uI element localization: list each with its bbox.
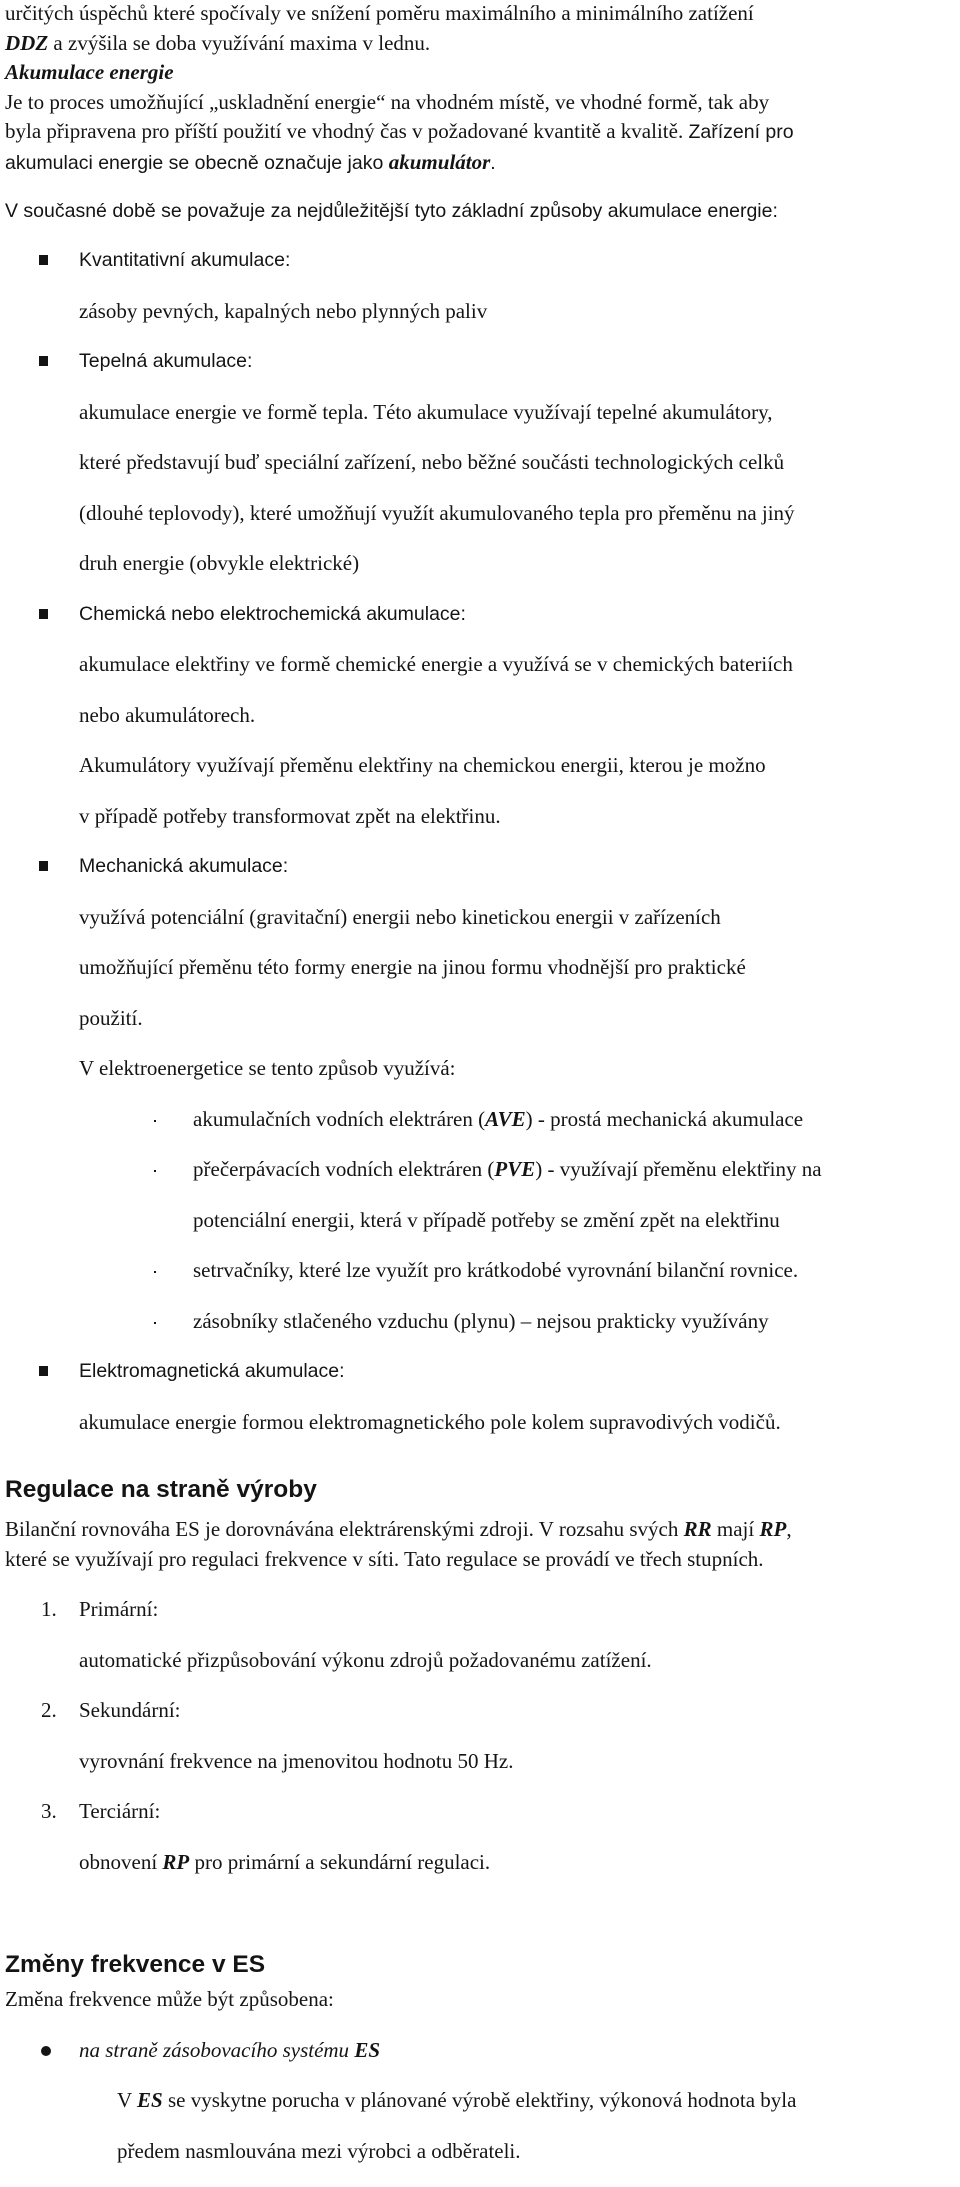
sub-item-zasobniky: zásobníky stlačeného vzduchu (plynu) – nejsou prakticky využívány (0, 1307, 960, 1337)
zmeny-text-2: předem nasmlouvána mezi výrobci a odběrateli. (117, 2138, 521, 2163)
akumulace-line-2: byla připravena pro příští použití ve vhodný čas v požadované kvantitě a kvalitě. Zařízení pro (5, 119, 794, 143)
tep-line-3: (dlouhé teplovody), které umožňují využít akumulovaného tepla pro přeměnu na jiný (79, 500, 795, 525)
regulace-line-1: Bilanční rovnováha ES je dorovnávána elektrárenskými zdroji. V rozsahu svých RR mají RP, (5, 1517, 792, 1541)
list-item-chemicka: Chemická nebo elektrochemická akumulace: (0, 600, 960, 630)
sub-item-ave: akumulačních vodních elektráren (AVE) - prostá mechanická akumulace (0, 1105, 960, 1135)
akumulace-heading: Akumulace energie (5, 60, 174, 84)
chem-line-2: nebo akumulátorech. (79, 702, 256, 727)
list-item-kvantitativni: Kvantitativní akumulace: (0, 246, 960, 276)
zmeny-text-1: V ES se vyskytne porucha v plánované výrobě elektřiny, výkonová hodnota byla (117, 2088, 797, 2112)
intro-line-1: určitých úspěchů které spočívaly ve snížení poměru maximálního a minimálního zatížení (5, 1, 754, 25)
chem-line-3: Akumulátory využívají přeměnu elektřiny na chemickou energii, kterou je možno (79, 753, 766, 777)
pve-line-2: potenciální energii, která v případě potřeby se změní zpět na elektřinu (193, 1207, 780, 1232)
regulace-item-1-text: automatické přizpůsobování výkonu zdrojů požadovanému zatížení. (79, 1647, 652, 1672)
akumulator-term: akumulátor (388, 149, 491, 174)
regulace-heading: Regulace na straně výroby (5, 1476, 317, 1503)
ddz-abbr: DDZ (5, 30, 49, 55)
regulace-item-3-text: obnovení RP pro primární a sekundární regulaci. (79, 1849, 491, 1874)
mech-line-2: umožňující přeměnu této formy energie na jinou formu vhodnější pro praktické (79, 955, 746, 979)
mech-line-3: použití. (79, 1005, 143, 1030)
list-item-elektromagneticka: Elektromagnetická akumulace: (0, 1357, 960, 1387)
tep-line-4: druh energie (obvykle elektrické) (79, 551, 360, 575)
kvant-text: zásoby pevných, kapalných nebo plynných paliv (79, 298, 488, 323)
sub-item-setrvacniky: setrvačníky, které lze využít pro krátkodobé vyrovnání bilanční rovnice. (0, 1256, 960, 1286)
list-item-tepelna: Tepelná akumulace: (0, 347, 960, 377)
list-item-mechanicka: Mechanická akumulace: (0, 852, 960, 882)
regulace-item-2-text: vyrovnání frekvence na jmenovitou hodnotu 50 Hz. (79, 1748, 514, 1773)
akumulace-line-1: Je to proces umožňující „uskladnění energie“ na vhodném místě, ve vhodné formě, tak aby (5, 89, 770, 114)
zmeny-lead: Změna frekvence může být způsobena: (5, 1987, 334, 2011)
tep-line-1: akumulace energie ve formě tepla. Této akumulace využívají tepelné akumulátory, (79, 399, 773, 424)
regulace-item-3: 3. Terciární: (41, 1799, 161, 1823)
regulace-item-2: 2. Sekundární: (41, 1698, 181, 1722)
regulace-line-2: které se využívají pro regulaci frekvence v síti. Tato regulace se provádí ve třech stupních. (5, 1546, 764, 1571)
zpusoby-lead: V současné době se považuje za nejdůležitější tyto základní způsoby akumulace energie: (5, 200, 778, 222)
chem-line-4: v případě potřeby transformovat zpět na elektřinu. (79, 803, 501, 828)
zmeny-heading: Změny frekvence v ES (5, 1951, 266, 1978)
em-text: akumulace energie formou elektromagnetického pole kolem supravodivých vodičů. (79, 1409, 781, 1434)
mech-line-4: V elektroenergetice se tento způsob využívá: (79, 1056, 456, 1080)
regulace-item-1: 1. Primární: (41, 1597, 159, 1621)
akumulace-line-3: akumulaci energie se obecně označuje jako akumulátor. (5, 149, 496, 174)
chem-line-1: akumulace elektřiny ve formě chemické energie a využívá se v chemických bateriích (79, 652, 793, 676)
sub-item-pve: přečerpávacích vodních elektráren (PVE) - využívají přeměnu elektřiny na (0, 1155, 960, 1185)
intro-line-2: DDZ a zvýšila se doba využívání maxima v lednu. (5, 30, 431, 55)
mech-line-1: využívá potenciální (gravitační) energii nebo kinetickou energii v zařízeních (79, 904, 721, 929)
tep-line-2: které představují buď speciální zařízení, nebo běžné součásti technologických celků (79, 450, 785, 474)
zmeny-bullet: na straně zásobovacího systému ES (0, 2036, 960, 2066)
